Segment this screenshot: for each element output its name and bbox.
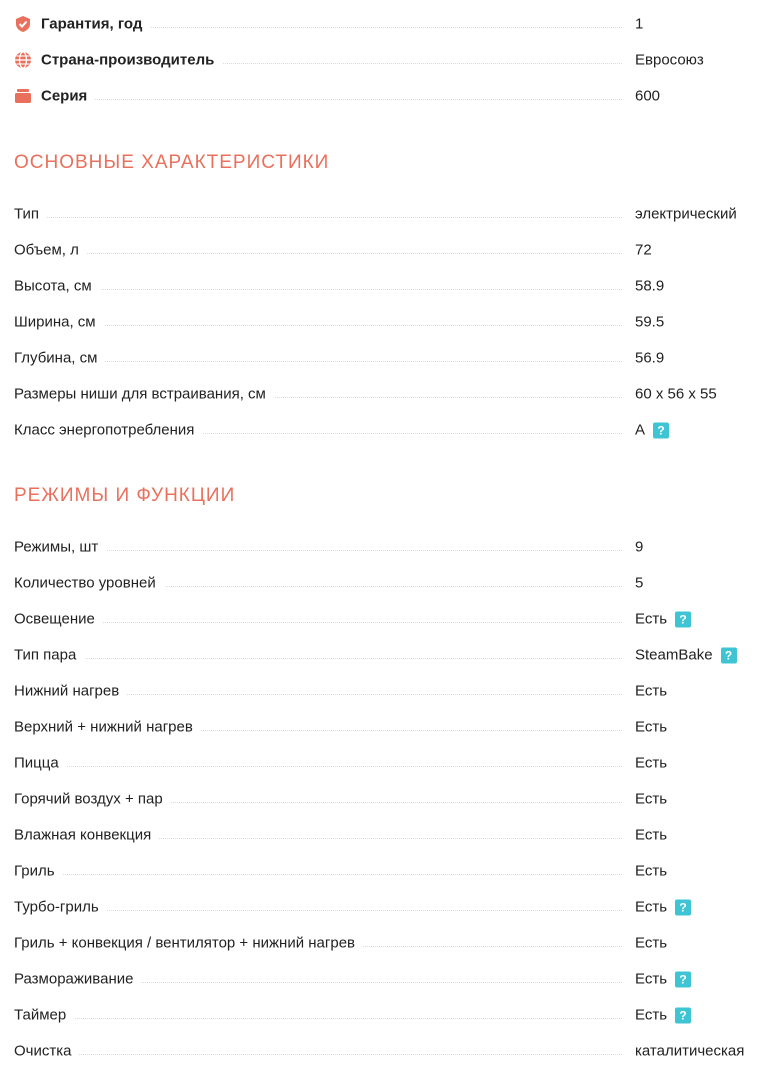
spec-value: 60 x 56 x 55 [635,385,717,403]
spec-value: 56.9 [635,349,665,367]
spec-value: Есть [635,862,668,880]
spec-label: Режимы, шт [14,539,106,556]
spec-value: Есть [635,718,668,736]
spec-value: Есть ? [635,611,691,628]
spec-row [14,853,762,889]
spec-label: Тип [14,206,47,223]
help-icon[interactable]: ? [653,422,669,438]
spec-label: Верхний + нижний нагрев [14,719,201,736]
dotted-leader [14,1018,622,1019]
spec-row [14,1033,762,1069]
spec-row [14,889,762,925]
spec-label: Высота, см [14,278,100,295]
spec-value: A ? [635,422,669,439]
spec-row [14,961,762,997]
dotted-leader [14,622,622,623]
spec-label: Страна-производитель [14,52,222,69]
spec-label: Объем, л [14,242,87,259]
help-icon[interactable]: ? [675,971,691,987]
spec-value: каталитическая [635,1042,745,1060]
spec-label: Горячий воздух + пар [14,791,171,808]
spec-value: 600 [635,87,661,105]
help-icon[interactable]: ? [721,647,737,663]
spec-label: Нижний нагрев [14,683,127,700]
spec-label: Гриль [14,863,63,880]
spec-label: Размораживание [14,971,141,988]
spec-row [14,304,762,340]
spec-row [14,925,762,961]
dotted-leader [14,289,622,290]
spec-value: 1 [635,15,644,33]
spec-label: Класс энергопотребления [14,422,202,439]
spec-row [14,196,762,232]
spec-value: 9 [635,538,644,556]
spec-value: Евросоюз [635,51,704,69]
spec-label: Размеры ниши для встраивания, см [14,386,274,403]
spec-row [14,997,762,1033]
spec-row [14,529,762,565]
spec-label: Влажная конвекция [14,827,159,844]
spec-value: Есть [635,826,668,844]
spec-label: Таймер [14,1007,74,1024]
spec-value: Есть ? [635,971,691,988]
shield-check-icon [14,15,32,33]
spec-row [14,745,762,781]
spec-value: Есть [635,934,668,952]
spec-row [14,232,762,268]
help-icon[interactable]: ? [675,1007,691,1023]
spec-value: Есть ? [635,1007,691,1024]
spec-row [14,637,762,673]
spec-label: Турбо-гриль [14,899,107,916]
dotted-leader [14,766,622,767]
spec-label: Гриль + конвекция / вентилятор + нижний нагрев [14,935,363,952]
spec-row-series [14,78,762,114]
spec-value: Есть [635,790,668,808]
dotted-leader [14,1054,622,1055]
dotted-leader [14,325,622,326]
spec-value: Есть [635,754,668,772]
spec-value: 72 [635,241,652,259]
spec-value: Есть ? [635,899,691,916]
spec-label: Серия [14,88,95,105]
dotted-leader [14,253,622,254]
spec-label: Тип пара [14,647,84,664]
spec-row [14,340,762,376]
spec-value: 59.5 [635,313,665,331]
spec-row [14,412,762,448]
spec-row [14,268,762,304]
spec-value: SteamBake ? [635,647,737,664]
spec-label: Освещение [14,611,103,628]
spec-row [14,673,762,709]
dotted-leader [14,99,622,100]
dotted-leader [14,658,622,659]
dotted-leader [14,874,622,875]
spec-row-warranty [14,6,762,42]
spec-row [14,565,762,601]
help-icon[interactable]: ? [675,899,691,915]
top-specs [14,6,762,114]
spec-label: Глубина, см [14,350,105,367]
help-icon[interactable]: ? [675,611,691,627]
spec-label: Очистка [14,1043,79,1060]
dotted-leader [14,217,622,218]
spec-row [14,376,762,412]
spec-label: Гарантия, год [14,16,150,33]
spec-row [14,817,762,853]
spec-row [14,601,762,637]
globe-icon [14,51,32,69]
spec-row [14,709,762,745]
spec-value: Есть [635,682,668,700]
main-specs [14,196,762,448]
section-title-main: ОСНОВНЫЕ ХАРАКТЕРИСТИКИ [14,152,330,173]
spec-label: Пицца [14,755,67,772]
spec-value: электрический [635,205,737,223]
mode-specs [14,529,762,1069]
spec-label: Ширина, см [14,314,104,331]
series-icon [14,87,32,105]
spec-value: 58.9 [635,277,665,295]
section-title-modes: РЕЖИМЫ И ФУНКЦИИ [14,485,236,506]
spec-row-country [14,42,762,78]
spec-label: Количество уровней [14,575,164,592]
spec-row [14,781,762,817]
spec-value: 5 [635,574,644,592]
